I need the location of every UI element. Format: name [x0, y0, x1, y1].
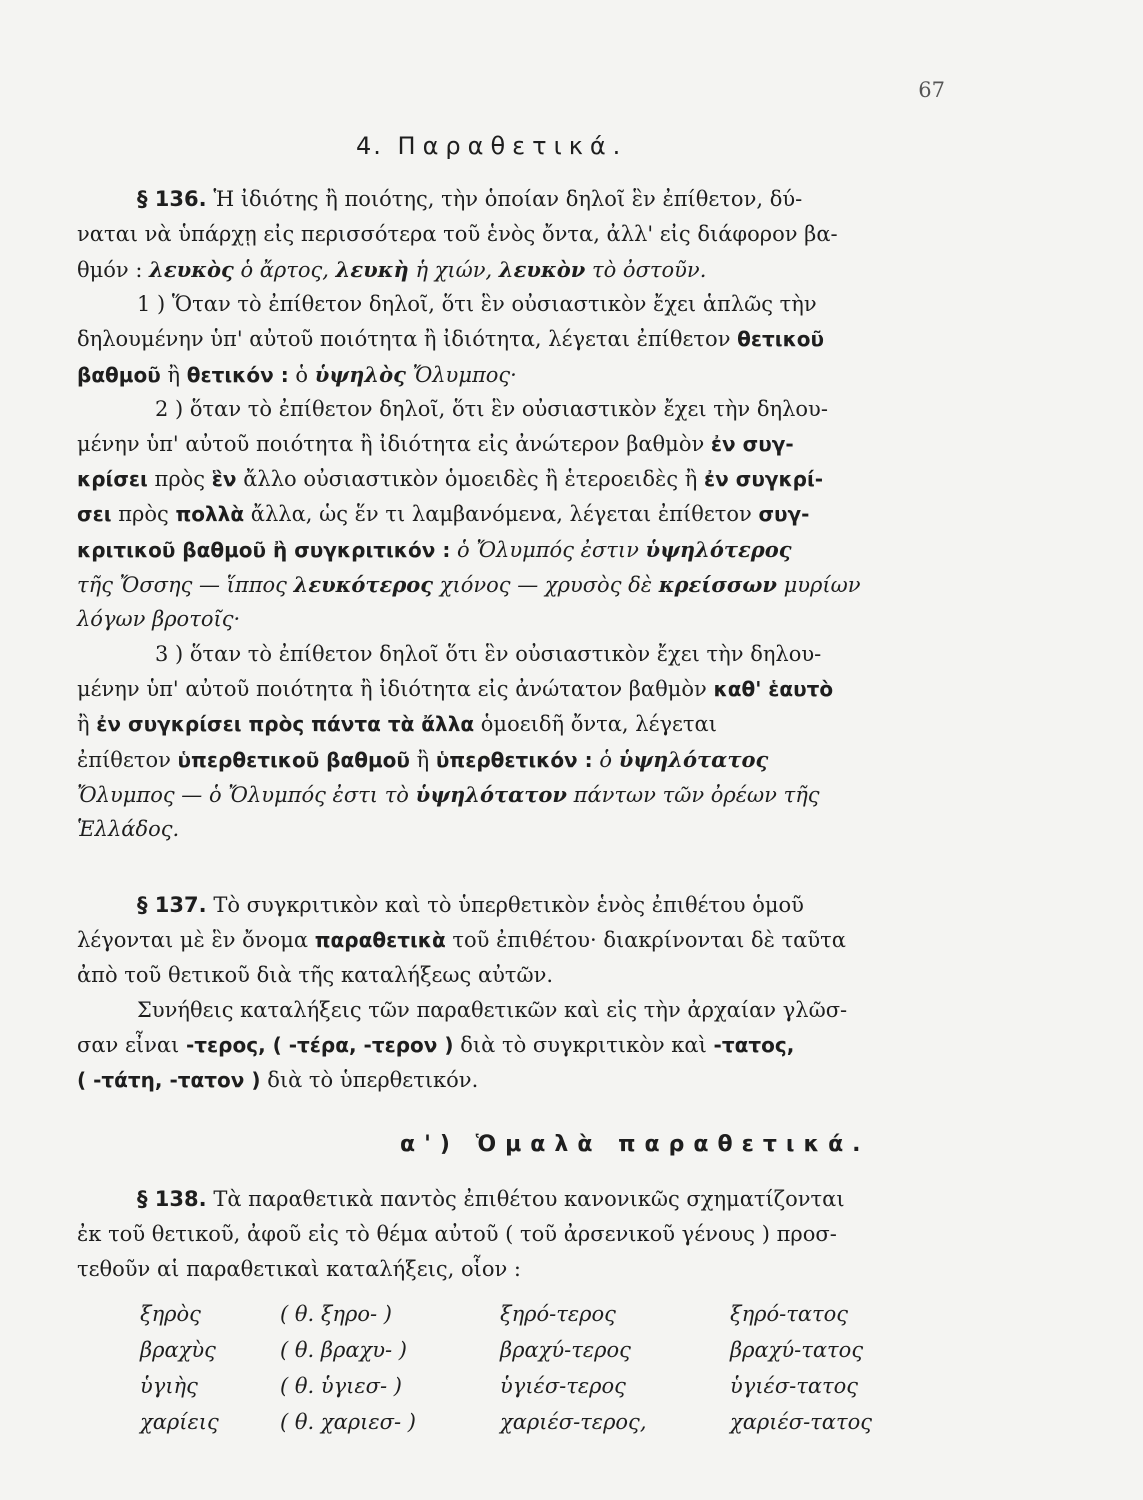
- example: Ἑλλάδος.: [77, 817, 180, 841]
- text: Τὸ συγκριτικὸν καὶ τὸ ὑπερθετικὸν ἑνὸς ἐπιθέτου ὁμοῦ: [213, 893, 804, 917]
- example: ἡ χιών,: [415, 258, 493, 282]
- text-line: [77, 958, 945, 993]
- text-line: [77, 1252, 945, 1287]
- table-row: [140, 1368, 950, 1404]
- term: παραθετικὰ: [314, 928, 446, 952]
- example: ὁ ἄρτος,: [240, 258, 329, 282]
- emphasis: λευκὸς: [149, 257, 234, 282]
- emphasis: ὑψηλότατος: [618, 747, 769, 772]
- stem-form: ( θ. ξηρο- ): [280, 1302, 392, 1326]
- term: ( -τάτη, -τατον ): [77, 1068, 261, 1092]
- positive-form: βραχὺς: [140, 1338, 216, 1362]
- text-line: [77, 427, 945, 462]
- text-line: [77, 567, 945, 602]
- text: πρὸς: [154, 467, 206, 491]
- text-line: [77, 1182, 945, 1217]
- text-line: [77, 1217, 945, 1252]
- text: Συνήθεις καταλήξεις τῶν παραθετικῶν καὶ εἰς τὴν ἀρχαίαν γλῶσ-: [137, 998, 848, 1022]
- emphasis: ὑψηλότατον: [415, 782, 567, 807]
- text: ὁμοειδῆ ὄντα, λέγεται: [480, 712, 717, 736]
- text-line: [77, 923, 945, 958]
- text-line: [77, 497, 945, 532]
- text-line: [77, 993, 945, 1028]
- comparative-form: χαριέσ-τερος,: [500, 1410, 647, 1434]
- term: ὑπερθετικοῦ βαθμοῦ: [177, 748, 410, 772]
- term: καθ' ἑαυτὸ: [713, 677, 834, 701]
- text-line: [77, 1028, 945, 1063]
- text: διὰ τὸ ὑπερθετικόν.: [267, 1068, 479, 1092]
- table-row: [140, 1296, 950, 1332]
- text: θμόν :: [77, 258, 143, 282]
- page-number: 67: [918, 78, 945, 102]
- term: ἓν: [211, 467, 237, 491]
- example: τὸ ὀστοῦν.: [591, 258, 707, 282]
- text: ἢ: [167, 363, 181, 387]
- text: 2 ) ὅταν τὸ ἐπίθετον δηλοῖ, ὅτι ἓν οὐσιαστικὸν ἔχει τὴν δηλου-: [155, 397, 828, 421]
- emphasis: λευκὴ: [335, 257, 409, 282]
- section-number: § 138.: [137, 1187, 207, 1211]
- table-row: [140, 1404, 950, 1440]
- term: ἐν συγκρίσει πρὸς πάντα τὰ ἄλλα: [96, 712, 475, 736]
- text: ἄλλα, ὡς ἕν τι λαμβανόμενα, λέγεται ἐπίθετον: [250, 502, 752, 526]
- chapter-heading: [356, 132, 627, 160]
- emphasis: λευκότερος: [293, 572, 434, 597]
- example: πάντων τῶν ὀρέων τῆς: [573, 783, 820, 807]
- table-row: [140, 1332, 950, 1368]
- text: διὰ τὸ συγκριτικὸν καὶ: [460, 1033, 707, 1057]
- chapter-number: 4.: [356, 132, 383, 160]
- section-136: [77, 182, 945, 847]
- text-line: [77, 777, 945, 812]
- section-137: [77, 888, 945, 1098]
- example: τῆς Ὄσσης — ἵππος: [77, 573, 287, 597]
- stem-form: ( θ. βραχυ- ): [280, 1338, 407, 1362]
- text-line: [77, 532, 945, 567]
- text-line: [77, 287, 945, 322]
- term: ὑπερθετικόν :: [435, 748, 593, 772]
- example: λόγων βροτοῖς·: [77, 607, 241, 631]
- section-number: § 136.: [137, 187, 207, 211]
- text: Ἡ ἰδιότης ἢ ποιότης, τὴν ὁποίαν δηλοῖ ἓν ἐπίθετον, δύ-: [213, 187, 803, 211]
- example: ὁ: [599, 748, 612, 772]
- text-line: [77, 182, 945, 217]
- text-line: [77, 637, 945, 672]
- text: πρὸς: [118, 502, 169, 526]
- comparative-form: βραχύ-τερος: [500, 1338, 631, 1362]
- text-line: [77, 602, 945, 637]
- text: τεθοῦν αἱ παραθετικαὶ καταλήξεις, οἷον :: [77, 1257, 522, 1281]
- section-number: § 137.: [137, 893, 207, 917]
- subsection-heading: [400, 1132, 870, 1157]
- term: βαθμοῦ: [77, 363, 161, 387]
- comparative-form: ξηρό-τερος: [500, 1302, 616, 1326]
- text: ἐπίθετον: [77, 748, 171, 772]
- term: -τερος, ( -τέρα, -τερον ): [185, 1033, 454, 1057]
- term: ἐν συγ-: [710, 432, 794, 456]
- example: ὁ Ὄλυμπός ἐστιν: [457, 538, 639, 562]
- section-138: [77, 1182, 945, 1287]
- text-line: [77, 742, 945, 777]
- text-line: [77, 672, 945, 707]
- example: Ὄλυμπος·: [412, 363, 517, 387]
- superlative-form: ξηρό-τατος: [730, 1302, 849, 1326]
- emphasis: κρείσσων: [658, 572, 777, 597]
- text: ἀπὸ τοῦ θετικοῦ διὰ τῆς καταλήξεως αὐτῶν.: [77, 963, 554, 987]
- emphasis: ὑψηλότερος: [645, 537, 792, 562]
- text: ναται νὰ ὑπάρχῃ εἰς περισσότερα τοῦ ἑνὸς ὄντα, ἀλλ' εἰς διάφορον βα-: [77, 222, 838, 246]
- text: ὁ: [295, 363, 309, 387]
- comparative-form: ὑγιέσ-τερος: [500, 1374, 626, 1398]
- emphasis: ὑψηλὸς: [314, 362, 406, 387]
- text: ἐκ τοῦ θετικοῦ, ἀφοῦ εἰς τὸ θέμα αὐτοῦ ( τοῦ ἀρσενικοῦ γένους ) προσ-: [77, 1222, 837, 1246]
- term: κριτικοῦ βαθμοῦ ἢ συγκριτικόν :: [77, 538, 451, 562]
- term: θετικοῦ: [737, 327, 825, 351]
- text-line: [77, 888, 945, 923]
- stem-form: ( θ. ὑγιεσ- ): [280, 1374, 402, 1398]
- text-line: [77, 812, 945, 847]
- text: μένην ὑπ' αὐτοῦ ποιότητα ἢ ἰδιότητα εἰς ἀνώτερον βαθμὸν: [77, 432, 705, 456]
- text: 3 ) ὅταν τὸ ἐπίθετον δηλοῖ ὅτι ἓν οὐσιαστικὸν ἔχει τὴν δηλου-: [155, 642, 822, 666]
- example: χιόνος — χρυσὸς δὲ: [439, 573, 653, 597]
- subsection-title: α') Ὁμαλὰ παραθετικά.: [400, 1132, 870, 1157]
- text-line: [77, 462, 945, 497]
- text-line: [77, 357, 945, 392]
- emphasis: λευκὸν: [498, 257, 586, 282]
- text-line: [77, 392, 945, 427]
- text: τοῦ ἐπιθέτου· διακρίνονται δὲ ταῦτα: [452, 928, 846, 952]
- stem-form: ( θ. χαριεσ- ): [280, 1410, 416, 1434]
- text-line: [77, 252, 945, 287]
- text: Τὰ παραθετικὰ παντὸς ἐπιθέτου κανονικῶς σχηματίζονται: [213, 1187, 845, 1211]
- term: ἐν συγκρί-: [704, 467, 824, 491]
- superlative-form: χαριέσ-τατος: [730, 1410, 873, 1434]
- text: δηλουμένην ὑπ' αὐτοῦ ποιότητα ἢ ἰδιότητα, λέγεται ἐπίθετον: [77, 327, 731, 351]
- term: -τατος,: [713, 1033, 795, 1057]
- text-line: [77, 217, 945, 252]
- positive-form: ξηρὸς: [140, 1302, 201, 1326]
- positive-form: χαρίεις: [140, 1410, 219, 1434]
- positive-form: ὑγιὴς: [140, 1374, 198, 1398]
- term: θετικόν :: [186, 363, 289, 387]
- term: πολλὰ: [175, 502, 245, 526]
- text: σαν εἶναι: [77, 1033, 180, 1057]
- text-line: [77, 1063, 945, 1098]
- text-line: [77, 322, 945, 357]
- text: ἄλλο οὐσιαστικὸν ὁμοειδὲς ἢ ἑτεροειδὲς ἢ: [243, 467, 698, 491]
- text: ἢ: [416, 748, 430, 772]
- text-line: [77, 707, 945, 742]
- chapter-title: Παραθετικά.: [397, 132, 628, 160]
- example: μυρίων: [783, 573, 861, 597]
- text: μένην ὑπ' αὐτοῦ ποιότητα ἢ ἰδιότητα εἰς ἀνώτατον βαθμὸν: [77, 677, 707, 701]
- term: σει: [77, 502, 112, 526]
- text: ἢ: [77, 712, 90, 736]
- term: συγ-: [758, 502, 810, 526]
- superlative-form: βραχύ-τατος: [730, 1338, 864, 1362]
- example: Ὄλυμπος — ὁ Ὄλυμπός ἐστι τὸ: [77, 783, 409, 807]
- text: 1 ) Ὅταν τὸ ἐπίθετον δηλοῖ, ὅτι ἓν οὐσιαστικὸν ἔχει ἁπλῶς τὴν: [137, 292, 817, 316]
- term: κρίσει: [77, 467, 148, 491]
- superlative-form: ὑγιέσ-τατος: [730, 1374, 859, 1398]
- text: λέγονται μὲ ἓν ὄνομα: [77, 928, 309, 952]
- comparison-forms-table: [140, 1296, 950, 1440]
